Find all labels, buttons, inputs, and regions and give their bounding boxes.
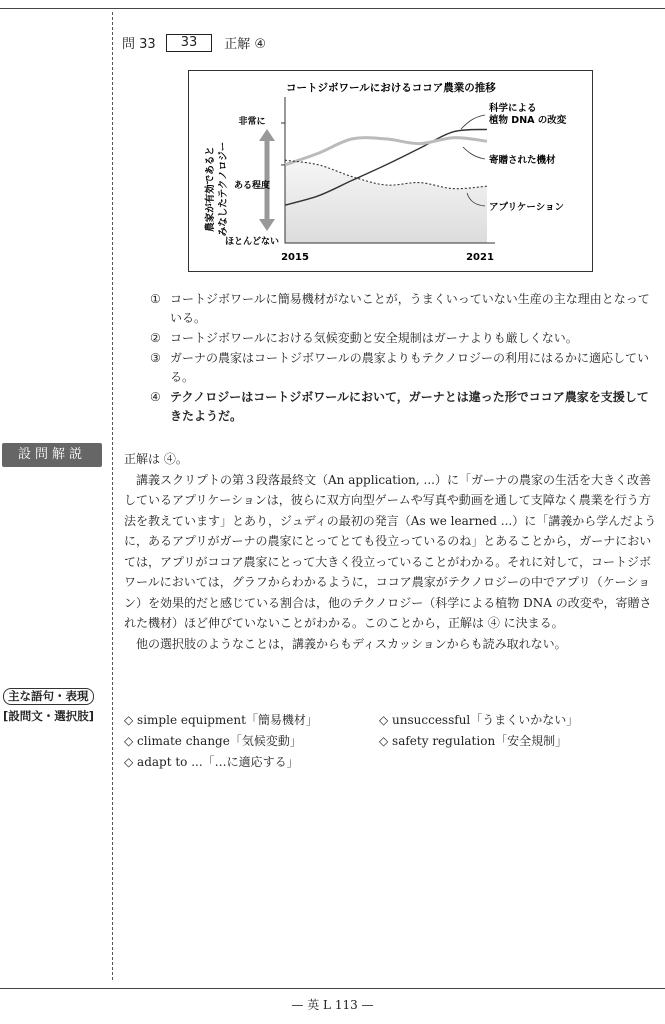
page-number: — 英 L 113 — xyxy=(291,998,374,1012)
explanation-paragraph-2: 他の選択肢のようなことは，講義からもディスカッションからも読み取れない。 xyxy=(136,636,567,651)
choice-1 xyxy=(150,290,660,328)
choice-text: コートジボワールにおける気候変動と安全規制はガーナよりも厳しくない。 xyxy=(170,331,578,345)
vocab-item: ◇ unsuccessful「うまくいかない」 xyxy=(379,713,579,727)
correct-answer: 正解 ④ xyxy=(224,37,267,52)
vocab-label: 主な語句・表現 xyxy=(3,688,94,705)
series-line-equipment xyxy=(285,138,487,165)
plot-area xyxy=(281,97,495,243)
answer-box-number: 33 xyxy=(166,34,213,52)
y-axis-label-line1: 農家が有効であると xyxy=(205,146,216,232)
choice-number: ① xyxy=(150,292,161,306)
vocab-item: ◇ safety regulation「安全規制」 xyxy=(379,734,568,748)
choice-number: ③ xyxy=(150,351,161,365)
y-level-low: ほとんどない xyxy=(224,237,280,247)
vocab-list xyxy=(124,710,664,773)
vocab-item: ◇ simple equipment「簡易機材」 xyxy=(124,713,318,727)
choice-text: ガーナの農家はコートジボワールの農家よりもテクノロジーの利用にはるかに適応している。 xyxy=(170,351,650,384)
bottom-rule xyxy=(0,988,665,989)
series-label-dna-line2: 植物 DNA の改変 xyxy=(489,115,567,126)
series-label-dna-line1: 科学による xyxy=(489,103,537,114)
choice-number: ④ xyxy=(150,390,161,404)
choice-number: ② xyxy=(150,331,161,345)
vocab-item: ◇ adapt to ...「…に適応する」 xyxy=(124,755,299,769)
top-rule xyxy=(0,8,665,9)
x-tick-2021: 2021 xyxy=(466,252,494,263)
y-level-mid: ある程度 xyxy=(233,181,271,191)
explanation-label: 設問解説 xyxy=(2,443,102,467)
choice-4 xyxy=(150,388,660,426)
cocoa-chart xyxy=(188,70,593,272)
choice-2 xyxy=(150,329,660,348)
choice-text: コートジボワールに簡易機材がないことが，うまくいっていない生産の主な理由となっている。 xyxy=(170,292,650,325)
explanation-answer: 正解は ④。 xyxy=(124,452,188,466)
vocab-item: ◇ climate change「気候変動」 xyxy=(124,734,302,748)
margin-dashed-line xyxy=(112,12,113,980)
choice-3 xyxy=(150,349,660,387)
y-level-high: 非常に xyxy=(238,117,266,127)
choice-text: テクノロジーはコートジボワールにおいて，ガーナとは違った形でココア農家を支援してきたようだ。 xyxy=(170,390,649,423)
vocab-row xyxy=(124,752,664,773)
choice-list xyxy=(150,290,660,427)
y-arrow xyxy=(259,129,275,231)
question-label: 問 33 xyxy=(122,37,156,52)
series-label-app: アプリケーション xyxy=(489,202,565,213)
vocab-sublabel: [設問文・選択肢] xyxy=(3,709,95,723)
app-area-shade xyxy=(285,160,487,243)
explanation-paragraph-1: 講義スクリプトの第３段落最終文（An application, ...）に「ガーナの農家の生活を大きく改善しているアプリケーションは，彼らに双方向型ゲームや写真や動画を通して支障なく農業を行う方法を教えています」とあり，ジュディの最初の発言（As we learned ...）に「講義から学んだように，あるアプリがガーナの農家にとってとても役立っているのね」とあることから，ガーナにおいては，アプリがココア農家にとって大きく役立っていることがわかる。それに対して，コートジボワールにおいては，グラフからわかるように，ココア農家がテクノロジーの中でアプリ（ケーション）を効果的だと感じている割合は，他のテクノロジー（科学による植物 DNA の改変や，寄贈された機材）ほど伸びていないことがわかる。このことから，正解は ④ に決まる。 xyxy=(124,472,657,630)
vocab-row xyxy=(124,731,664,752)
chart-svg xyxy=(189,71,592,271)
vocab-row xyxy=(124,710,664,731)
series-label-equipment: 寄贈された機材 xyxy=(489,155,556,166)
question-header xyxy=(122,33,266,52)
y-axis-label-line2: みなしたテクノロジー xyxy=(218,141,229,237)
x-tick-2015: 2015 xyxy=(281,252,309,263)
chart-title: コートジボワールにおけるココア農業の推移 xyxy=(286,82,496,94)
explanation-body xyxy=(124,449,662,654)
